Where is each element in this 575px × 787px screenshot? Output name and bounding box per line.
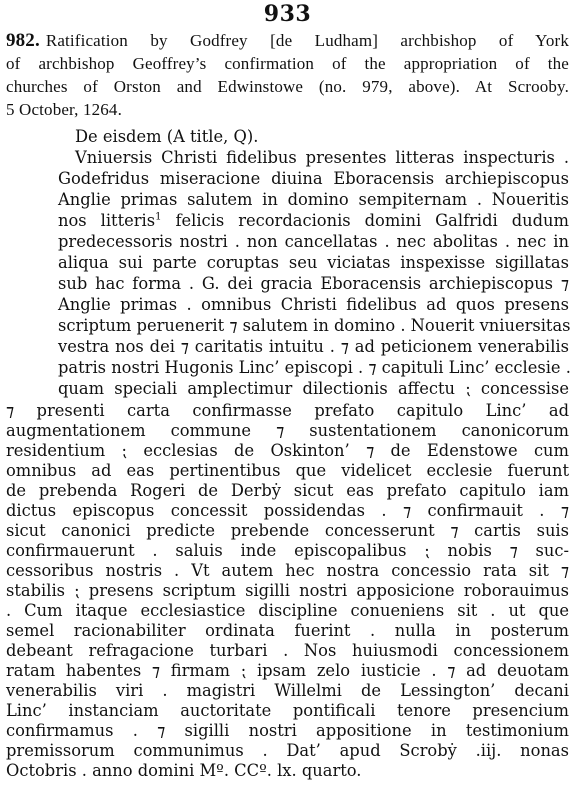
text-line-29: confirmamus . ⁊ sigilli nostri appositione in testimonium [6, 721, 569, 740]
text-line-9: scriptum peruenerit ⁊ salutem in domino . Nouerit vniuersitas [58, 316, 571, 335]
text-line-22: stabilis ⁏ presens scriptum sigilli nostri apposicione roborauimus [6, 581, 569, 600]
rubric: De eisdem (A title, Q). [75, 127, 259, 146]
text-line-4b: felicis recordacionis domini Galfridi dudum [175, 211, 569, 230]
text-line-21: cessoribus nostris . Vt autem hec nostra concessio rata sit ⁊ [6, 561, 569, 580]
text-line-14: augmentationem commune ⁊ sustentationem canonicorum [6, 421, 569, 440]
text-line-23: . Cum itaque ecclesiastice discipline conueniens sit . ut que [6, 601, 569, 620]
text-line-25: debeant refragacione turbari . Nos huiusmodi concessionem [6, 641, 569, 660]
text-line-20: confirmauerunt . saluis inde episcopalibus ⁏ nobis ⁊ suc- [6, 541, 569, 560]
text-line-8: Anglie primas . omnibus Christi fidelibus ad quos presens [58, 295, 569, 314]
text-line-1: Vniuersis Christi fidelibus presentes litteras inspecturis . [75, 148, 569, 167]
text-line-26: ratam habentes ⁊ firmam ⁏ ipsam zelo iusticie . ⁊ ad deuotam [6, 661, 569, 680]
text-line-2: Godefridus miseracione diuina Eboracensis archiepiscopus [58, 169, 569, 188]
text-line-6: aliqua sui parte coruptas seu viciatas inspexisse sigillatas [58, 253, 569, 272]
text-line-24: semel racionabiliter ordinata fuerint . nulla in posterum [6, 621, 569, 640]
entry-heading-line-2: of archbishop Geoffrey’s confirmation of the appropriation of the [6, 54, 569, 73]
entry-number: 982. [6, 30, 40, 51]
text-line-5: predecessoris nostri . non cancellatas . nec abolitas . nec in [58, 232, 569, 251]
text-line-30: premissorum communimus . Dat’ apud Scrobẏ .iij. nonas [6, 741, 569, 760]
entry-heading-line-3: churches of Orston and Edwinstowe (no. 979, above). At Scrooby. [6, 77, 569, 96]
text-line-17: de prebenda Rogeri de Derbẏ sicut eas prefato capitulo iam [6, 481, 569, 500]
text-line-4 [58, 210, 569, 232]
text-line-16: omnibus ad eas pertinentibus que videlicet ecclesie fuerunt [6, 461, 569, 480]
text-line-10: vestra nos dei ⁊ caritatis intuitu . ⁊ ad peticionem venerabilis [58, 337, 569, 356]
footnote-marker: 1 [155, 211, 162, 223]
text-line-7: sub hac forma . G. dei gracia Eboracensis archiepiscopus ⁊ [58, 274, 569, 293]
text-line-3: Anglie primas salutem in domino sempiternam . Noueritis [58, 190, 569, 209]
text-line-18: dictus episcopus concessit possidendas . ⁊ confirmauit . ⁊ [6, 501, 569, 520]
entry-heading-line-1 [6, 30, 569, 52]
page-number: 933 [263, 1, 312, 27]
text-line-13: ⁊ presenti carta confirmasse prefato capitulo Linc’ ad [6, 401, 569, 420]
text-line-27: venerabilis viri . magistri Willelmi de Lessington’ decani [6, 681, 569, 700]
text-line-19: sicut canonici predicte prebende concesserunt ⁊ cartis suis [6, 521, 569, 540]
text-line-4a: nos litteris [58, 211, 156, 230]
text-line-31: Octobris . anno domini Mº. CCº. lx. quarto. [6, 761, 362, 780]
text-line-28: Linc’ instanciam auctoritate pontificali tenore presencium [6, 701, 569, 720]
text-line-15: residentium ⁏ ecclesias de Oskinton’ ⁊ de Edenstowe cum [6, 441, 569, 460]
heading-text: Ratification by Godfrey [de Ludham] archbishop of York [45, 31, 569, 50]
entry-heading-line-4: 5 October, 1264. [6, 100, 122, 119]
text-line-12: quam speciali amplectimur dilectionis affectu ⁏ concessise [58, 379, 569, 398]
text-line-11: patris nostri Hugonis Linc’ episcopi . ⁊ capituli Linc’ ecclesie . [58, 358, 571, 377]
